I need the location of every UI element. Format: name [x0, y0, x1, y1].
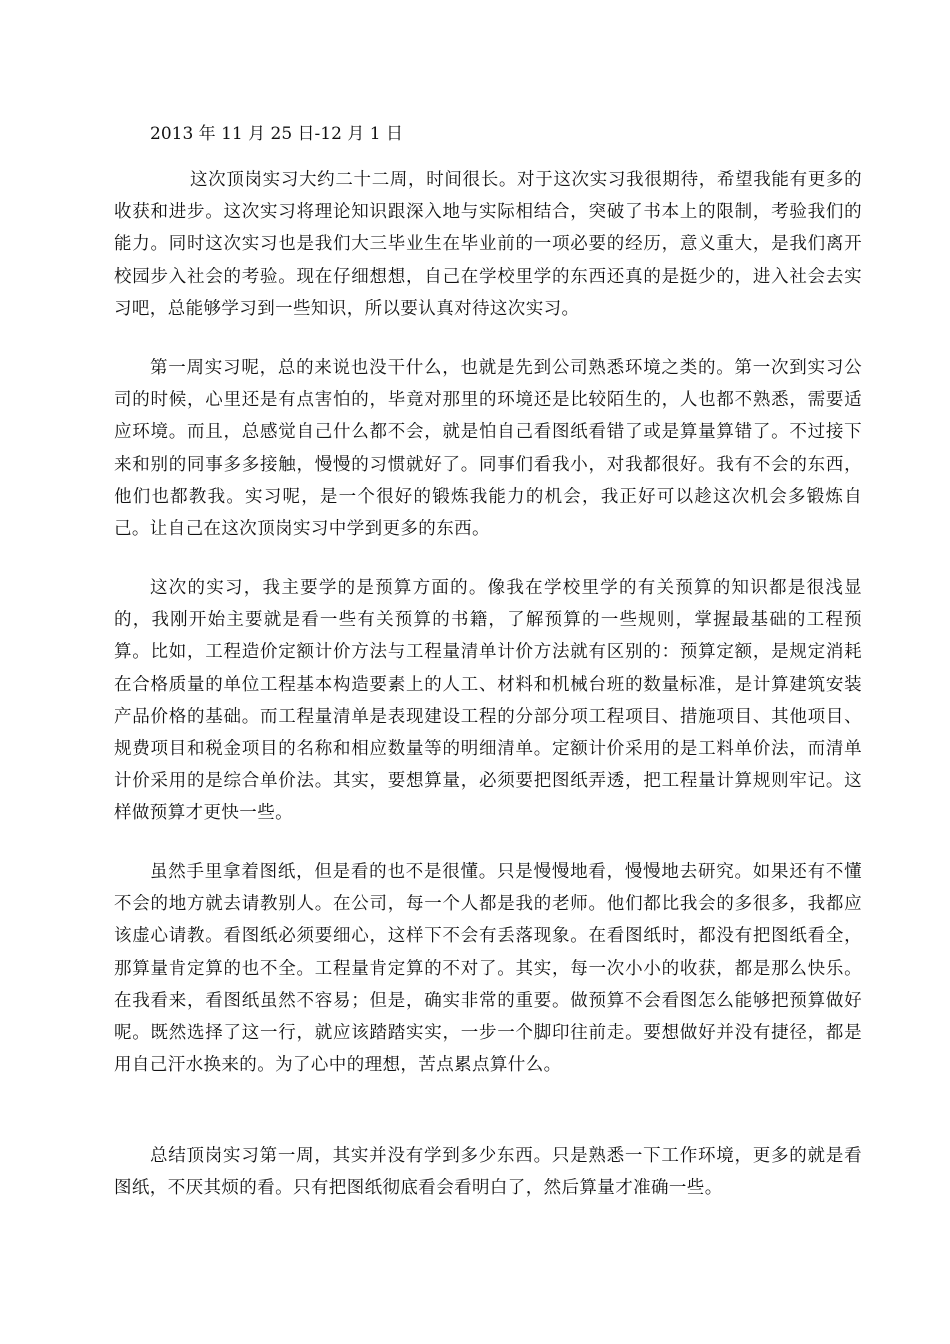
paragraph-intro: 这次顶岗实习大约二十二周，时间很长。对于这次实习我很期待，希望我能有更多的收获和进步。这次实习将理论知识跟深入地与实际相结合，突破了书本上的限制，考验我们的能力。同时这次实习也是我们大三毕业生在毕业前的一项必要的经历，意义重大，是我们离开校园步入社会的考验。现在仔细想想，自己在学校里学的东西还真的是挺少的，进入社会去实习吧，总能够学习到一些知识，所以要认真对待这次实习。: [114, 170, 862, 319]
paragraph-first-week: 第一周实习呢，总的来说也没干什么，也就是先到公司熟悉环境之类的。第一次到实习公司的时候，心里还是有点害怕的，毕竟对那里的环境还是比较陌生的，人也都不熟悉，需要适应环境。而且，总感觉自己什么都不会，就是怕自己看图纸看错了或是算量算错了。不过接下来和别的同事多多接触，慢慢的习惯就好了。同事们看我小，对我都很好。我有不会的东西，他们也都教我。实习呢，是一个很好的锻炼我能力的机会，我正好可以趁这次机会多锻炼自己。让自己在这次顶岗实习中学到更多的东西。: [114, 358, 862, 540]
paragraph-budget-study: 这次的实习，我主要学的是预算方面的。像我在学校里学的有关预算的知识都是很浅显的，我刚开始主要就是看一些有关预算的书籍，了解预算的一些规则，掌握最基础的工程预算。比如，工程造价定额计价方法与工程量清单计价方法就有区别的：预算定额，是规定消耗在合格质量的单位工程基本构造要素上的人工、材料和机械台班的数量标准，是计算建筑安装产品价格的基础。而工程量清单是表现建设工程的分部分项工程项目、措施项目、其他项目、规费项目和税金项目的名称和相应数量等的明细清单。定额计价采用的是工料单价法，而清单计价采用的是综合单价法。其实，要想算量，必须要把图纸弄透，把工程量计算规则牢记。这样做预算才更快一些。: [114, 578, 862, 824]
paragraph-summary: 总结顶岗实习第一周，其实并没有学到多少东西。只是熟悉一下工作环境，更多的就是看图纸，不厌其烦的看。只有把图纸彻底看会看明白了，然后算量才准确一些。: [114, 1146, 862, 1199]
paragraph-reading-drawings: 虽然手里拿着图纸，但是看的也不是很懂。只是慢慢地看，慢慢地去研究。如果还有不懂不会的地方就去请教别人。在公司，每一个人都是我的老师。他们都比我会的多很多，我都应该虚心请教。看图纸必须要细心，这样下不会有丢落现象。在看图纸时，都没有把图纸看全，那算量肯定算的也不全。工程量肯定算的不对了。其实，每一次小小的收获，都是那么快乐。在我看来，看图纸虽然不容易；但是，确实非常的重要。做预算不会看图怎么能够把预算做好呢。既然选择了这一行，就应该踏踏实实，一步一个脚印往前走。要想做好并没有捷径，都是用自己汗水换来的。为了心中的理想，苦点累点算什么。: [114, 862, 862, 1076]
date-range-heading: 2013 年 11 月 25 日-12 月 1 日: [150, 124, 403, 144]
